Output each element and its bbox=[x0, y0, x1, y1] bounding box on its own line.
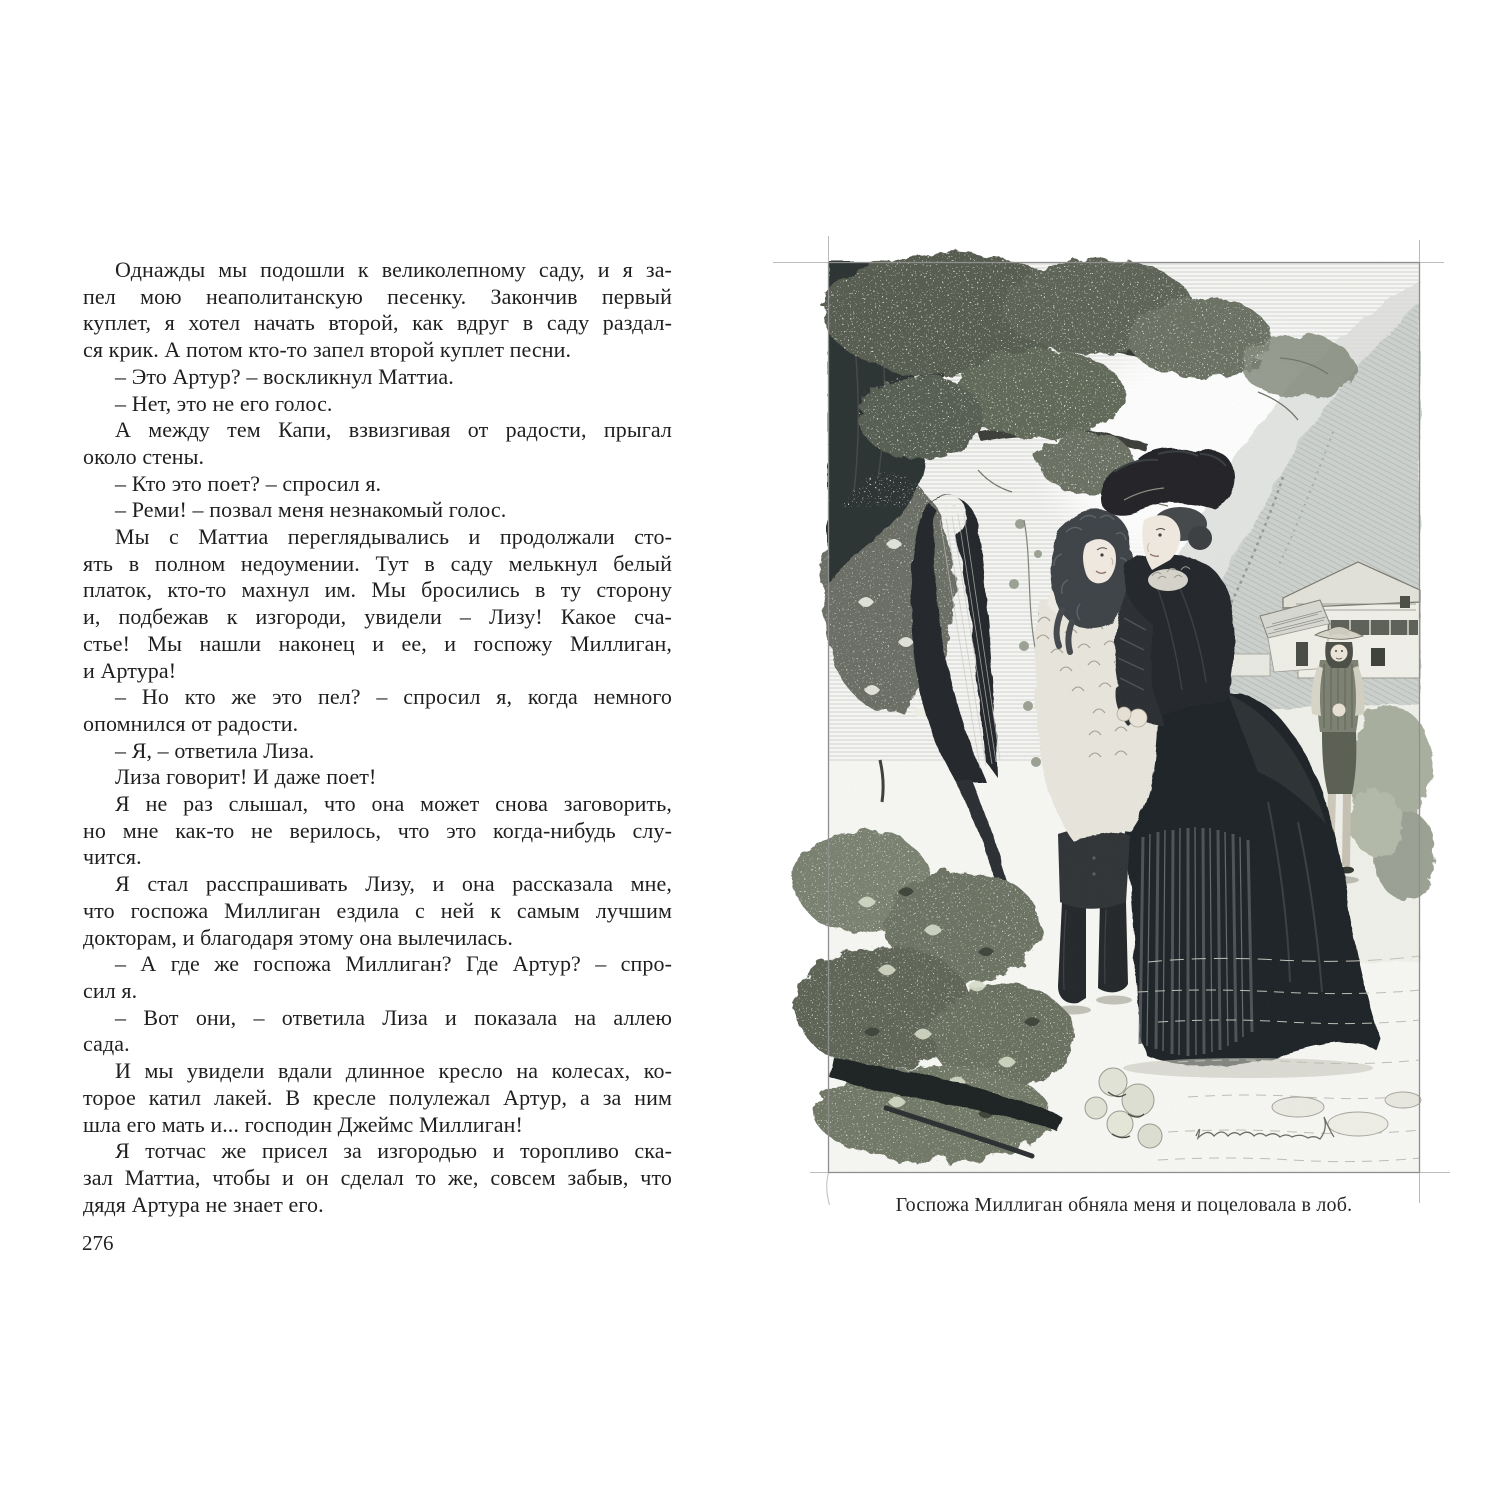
illustration-caption: Госпожа Миллиган обняла меня и поцеловала в лоб. bbox=[895, 1194, 1353, 1216]
text-line: – Это Артур? – воскликнул Маттиа. bbox=[115, 363, 454, 389]
text-line: платок, кто-то махнул им. Мы бросились в ту сторону bbox=[83, 577, 672, 603]
illustration-engraving bbox=[828, 262, 1420, 1173]
text-line: чится. bbox=[83, 844, 142, 870]
text-line: И мы увидели вдали длинное кресло на колесах, ко- bbox=[115, 1058, 672, 1084]
text-line: зал Маттиа, чтобы и он сделал то же, совсем забыв, что bbox=[83, 1164, 672, 1190]
text-line: но мне как-то не верилось, что это когда-нибудь слу- bbox=[83, 817, 672, 843]
text-line: и Артура! bbox=[83, 657, 177, 683]
text-line: ся крик. А потом кто-то запел второй куплет песни. bbox=[83, 337, 572, 363]
text-line: – Я, – ответила Лиза. bbox=[115, 737, 315, 763]
text-line: пел мою неаполитанскую песенку. Закончив первый bbox=[83, 283, 672, 309]
text-line: – А где же госпожа Миллиган? Где Артур? – спро- bbox=[115, 951, 672, 977]
text-line: торое катил лакей. В кресле полулежал Артур, а за ним bbox=[83, 1084, 672, 1110]
text-line: докторам, и благодаря этому она вылечилась. bbox=[83, 924, 514, 950]
text-line: что госпожа Миллиган ездила с ней к самым лучшим bbox=[83, 897, 672, 923]
text-line: – Кто это поет? – спросил я. bbox=[115, 470, 382, 496]
left-page-text bbox=[83, 257, 672, 1218]
text-line: куплет, я хотел начать второй, как вдруг в саду раздал- bbox=[83, 310, 672, 336]
text-line: Мы с Маттиа переглядывались и продолжали сто- bbox=[115, 524, 672, 550]
text-line: – Но кто же это пел? – спросил я, когда немного bbox=[115, 684, 672, 710]
text-line: – Вот они, – ответила Лиза и показала на аллею bbox=[115, 1004, 672, 1030]
page-number: 276 bbox=[82, 1231, 114, 1255]
text-line: Я стал расспрашивать Лизу, и она рассказала мне, bbox=[115, 871, 672, 897]
text-line: шла его мать и... господин Джеймс Миллиган! bbox=[83, 1111, 523, 1137]
text-line: Я тотчас же присел за изгородью и торопливо ска- bbox=[115, 1138, 672, 1164]
engraving-grain bbox=[828, 262, 1420, 1173]
text-line: Я не раз слышал, что она может снова заговорить, bbox=[115, 791, 672, 817]
text-line: около стены. bbox=[83, 443, 205, 469]
text-line: сил я. bbox=[83, 977, 138, 1003]
text-line: – Нет, это не его голос. bbox=[115, 390, 333, 416]
text-line: – Реми! – позвал меня незнакомый голос. bbox=[115, 497, 507, 523]
text-line: опомнился от радости. bbox=[83, 710, 299, 736]
text-line: Лиза говорит! И даже поет! bbox=[115, 764, 377, 790]
text-line: Однажды мы подошли к великолепному саду, и я за- bbox=[115, 257, 672, 282]
text-line: и, подбежав к изгороди, увидели – Лизу! Какое сча- bbox=[83, 604, 672, 630]
text-line: А между тем Капи, взвизгивая от радости, прыгал bbox=[115, 417, 672, 443]
text-line: стье! Мы нашли наконец и ее, и госпожу Миллиган, bbox=[83, 630, 672, 656]
text-line: дядя Артура не знает его. bbox=[83, 1191, 324, 1217]
engraving-woman-embracing-boy bbox=[828, 262, 1420, 1173]
text-line: ять в полном недоумении. Тут в саду мелькнул белый bbox=[83, 550, 672, 576]
text-line: сада. bbox=[83, 1031, 130, 1057]
